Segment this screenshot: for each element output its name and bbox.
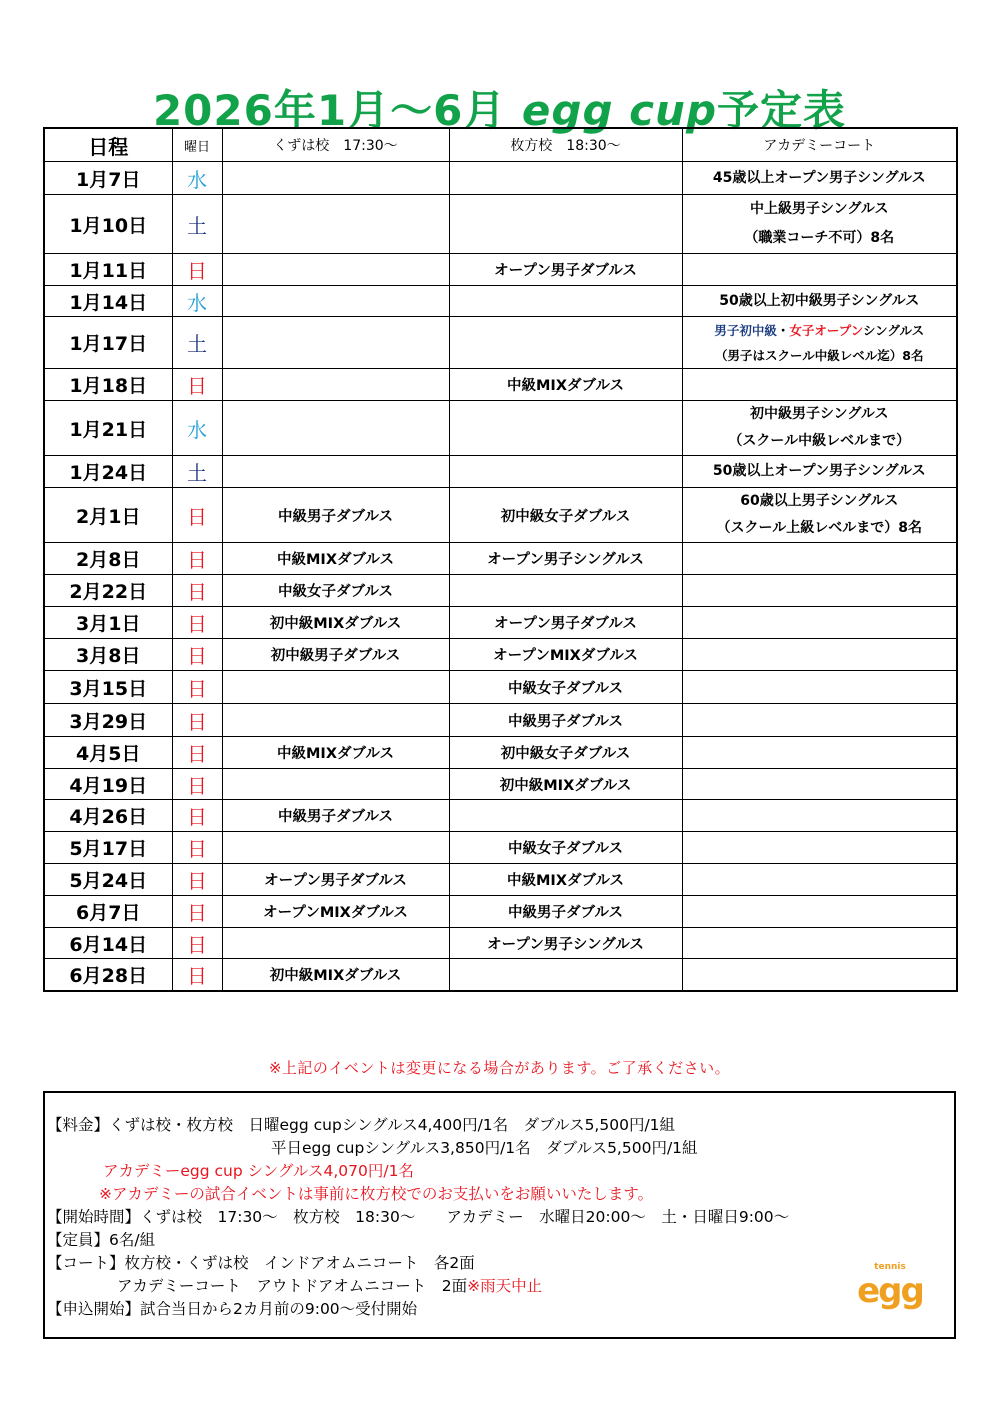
table-header-row [44,128,957,162]
kuzuha-cell [222,704,449,737]
kuzuha-cell [222,286,449,317]
academy-sep: ・ [776,322,790,338]
day-cell: 日 [172,369,222,401]
table-row [44,800,957,832]
kuzuha-cell: オープンMIXダブルス [222,896,449,928]
kuzuha-cell [222,769,449,800]
academy-cell [682,639,957,671]
academy-cell: 50歳以上オープン男子シングルス [682,456,957,488]
date-cell: 2月1日 [44,488,172,543]
academy-cell [682,369,957,401]
hirakata-cell: 中級MIXダブルス [449,369,682,401]
academy-cell [682,607,957,639]
table-row [44,195,957,254]
academy-cell [682,671,957,704]
day-cell: 日 [172,704,222,737]
header-hirakata: 枚方校 18:30～ [449,128,682,162]
hirakata-cell: 初中級女子ダブルス [449,488,682,543]
date-cell: 3月15日 [44,671,172,704]
academy-cell: 50歳以上初中級男子シングルス [682,286,957,317]
hirakata-cell [449,575,682,607]
day-cell: 日 [172,769,222,800]
rain-cancel-note: ※雨天中止 [467,1277,543,1295]
date-cell: 2月22日 [44,575,172,607]
header-academy: アカデミーコート [682,128,957,162]
hirakata-cell: 中級MIXダブルス [449,864,682,896]
hirakata-cell: オープン男子ダブルス [449,254,682,286]
date-cell: 1月21日 [44,401,172,456]
kuzuha-cell [222,162,449,195]
table-row [44,286,957,317]
table-row [44,607,957,639]
hirakata-cell: 中級女子ダブルス [449,671,682,704]
day-cell: 土 [172,317,222,369]
date-cell: 4月5日 [44,737,172,769]
academy-cell [682,488,957,543]
date-cell: 1月11日 [44,254,172,286]
academy-line-2: （スクール上級レベルまで）8名 [716,520,922,536]
day-cell: 水 [172,162,222,195]
kuzuha-cell: 中級MIXダブルス [222,543,449,575]
table-row [44,401,957,456]
hirakata-cell [449,456,682,488]
table-row [44,317,957,369]
academy-line-1 [683,318,957,343]
date-cell: 6月14日 [44,928,172,959]
academy-cell [682,928,957,959]
hirakata-cell [449,800,682,832]
kuzuha-cell: 中級女子ダブルス [222,575,449,607]
table-row [44,737,957,769]
kuzuha-cell [222,317,449,369]
date-cell: 6月7日 [44,896,172,928]
kuzuha-cell [222,195,449,254]
date-cell: 1月7日 [44,162,172,195]
date-cell: 1月17日 [44,317,172,369]
logo-small-text: tennis [874,1262,906,1272]
date-cell: 4月26日 [44,800,172,832]
table-row [44,543,957,575]
table-row [44,456,957,488]
day-cell: 日 [172,832,222,864]
table-row [44,575,957,607]
table-row [44,704,957,737]
day-cell: 日 [172,575,222,607]
hirakata-cell: 初中級女子ダブルス [449,737,682,769]
day-cell: 日 [172,959,222,991]
court-line-1: 【コート】枚方校・くずは校 インドアオムニコート 各2面 [47,1254,475,1272]
day-cell: 水 [172,286,222,317]
academy-cell [682,543,957,575]
date-cell: 5月24日 [44,864,172,896]
academy-women: 女子オープン [789,322,863,338]
kuzuha-cell: 初中級MIXダブルス [222,607,449,639]
kuzuha-cell: 初中級男子ダブルス [222,639,449,671]
capacity-line: 【定員】6名/組 [47,1231,156,1249]
date-cell: 4月19日 [44,769,172,800]
fee-line-academy: アカデミーegg cup シングルス4,070円/1名 [103,1162,414,1180]
academy-cell [682,575,957,607]
info-box [43,1091,956,1339]
date-cell: 1月18日 [44,369,172,401]
day-cell: 日 [172,254,222,286]
hirakata-cell [449,162,682,195]
court-line-2 [117,1276,542,1296]
kuzuha-cell: 中級MIXダブルス [222,737,449,769]
application-line: 【申込開始】試合当日から2カ月前の9:00～受付開始 [47,1300,418,1318]
logo-main-text: egg [857,1271,923,1311]
academy-suffix: シングルス [862,322,925,338]
hirakata-cell: 中級女子ダブルス [449,832,682,864]
academy-cell [682,317,957,369]
day-cell: 日 [172,488,222,543]
page-title: 2026年1月～6月 egg cup予定表 [152,86,847,135]
day-cell: 日 [172,928,222,959]
academy-cell [682,254,957,286]
table-row [44,254,957,286]
kuzuha-cell: 初中級MIXダブルス [222,959,449,991]
academy-cell [682,896,957,928]
kuzuha-cell [222,456,449,488]
academy-cell [682,704,957,737]
date-cell: 5月17日 [44,832,172,864]
academy-cell [682,959,957,991]
hirakata-cell [449,317,682,369]
academy-men: 男子初中級 [714,322,777,338]
kuzuha-cell [222,369,449,401]
date-cell: 1月24日 [44,456,172,488]
table-row [44,896,957,928]
fee-line-2: 平日egg cupシングルス3,850円/1名 ダブルス5,500円/1組 [271,1139,698,1157]
hirakata-cell [449,401,682,456]
table-row [44,671,957,704]
table-row [44,864,957,896]
date-cell: 3月8日 [44,639,172,671]
day-cell: 日 [172,639,222,671]
table-row [44,832,957,864]
date-cell: 1月10日 [44,195,172,254]
day-cell: 土 [172,195,222,254]
day-cell: 日 [172,864,222,896]
schedule-table [43,127,958,992]
header-day: 曜日 [172,128,222,162]
date-cell: 6月28日 [44,959,172,991]
academy-line-1: 60歳以上男子シングルス [740,493,899,509]
academy-line-2: （男子はスクール中級レベル迄）8名 [715,347,924,363]
day-cell: 日 [172,896,222,928]
header-kuzuha: くずは校 17:30～ [222,128,449,162]
hirakata-cell: オープン男子シングルス [449,543,682,575]
academy-line-1: 中上級男子シングルス [749,201,889,217]
date-cell: 3月29日 [44,704,172,737]
day-cell: 日 [172,800,222,832]
date-cell: 2月8日 [44,543,172,575]
kuzuha-cell: 中級男子ダブルス [222,800,449,832]
header-date: 日程 [44,128,172,162]
kuzuha-cell [222,832,449,864]
day-cell: 日 [172,543,222,575]
hirakata-cell [449,195,682,254]
kuzuha-cell [222,401,449,456]
academy-cell [682,737,957,769]
day-cell: 日 [172,607,222,639]
academy-cell [682,401,957,456]
start-time-line: 【開始時間】くずは校 17:30～ 枚方校 18:30～ アカデミー 水曜日20:00～ 土・日曜日9:00～ [47,1208,790,1226]
hirakata-cell: オープン男子シングルス [449,928,682,959]
kuzuha-cell [222,928,449,959]
day-cell: 日 [172,737,222,769]
academy-cell [682,800,957,832]
change-notice: ※上記のイベントは変更になる場合があります。ご了承ください。 [268,1059,731,1077]
academy-line-1: 初中級男子シングルス [749,406,889,422]
academy-line-2: （スクール中級レベルまで） [728,433,911,449]
table-row [44,928,957,959]
academy-cell [682,195,957,254]
academy-cell [682,769,957,800]
payment-note: ※アカデミーの試合イベントは事前に枚方校でのお支払いをお願いいたします。 [99,1185,654,1203]
academy-cell [682,864,957,896]
date-cell: 1月14日 [44,286,172,317]
egg-logo-icon [852,1258,928,1318]
day-cell: 土 [172,456,222,488]
hirakata-cell: 中級男子ダブルス [449,896,682,928]
hirakata-cell [449,286,682,317]
kuzuha-cell: 中級男子ダブルス [222,488,449,543]
court-academy-text: アカデミーコート アウトドアオムニコート 2面 [117,1277,468,1295]
kuzuha-cell: オープン男子ダブルス [222,864,449,896]
date-cell: 3月1日 [44,607,172,639]
table-row [44,769,957,800]
hirakata-cell: オープン男子ダブルス [449,607,682,639]
table-row [44,639,957,671]
hirakata-cell: 初中級MIXダブルス [449,769,682,800]
academy-cell [682,832,957,864]
hirakata-cell: オープンMIXダブルス [449,639,682,671]
hirakata-cell [449,959,682,991]
hirakata-cell: 中級男子ダブルス [449,704,682,737]
kuzuha-cell [222,671,449,704]
table-row [44,488,957,543]
fee-line-1: 【料金】くずは校・枚方校 日曜egg cupシングルス4,400円/1名 ダブルス5,500円/1組 [47,1116,676,1134]
table-row [44,369,957,401]
table-row [44,959,957,991]
table-row [44,162,957,195]
academy-cell: 45歳以上オープン男子シングルス [682,162,957,195]
day-cell: 水 [172,401,222,456]
day-cell: 日 [172,671,222,704]
kuzuha-cell [222,254,449,286]
academy-line-2: （職業コーチ不可）8名 [744,230,895,246]
